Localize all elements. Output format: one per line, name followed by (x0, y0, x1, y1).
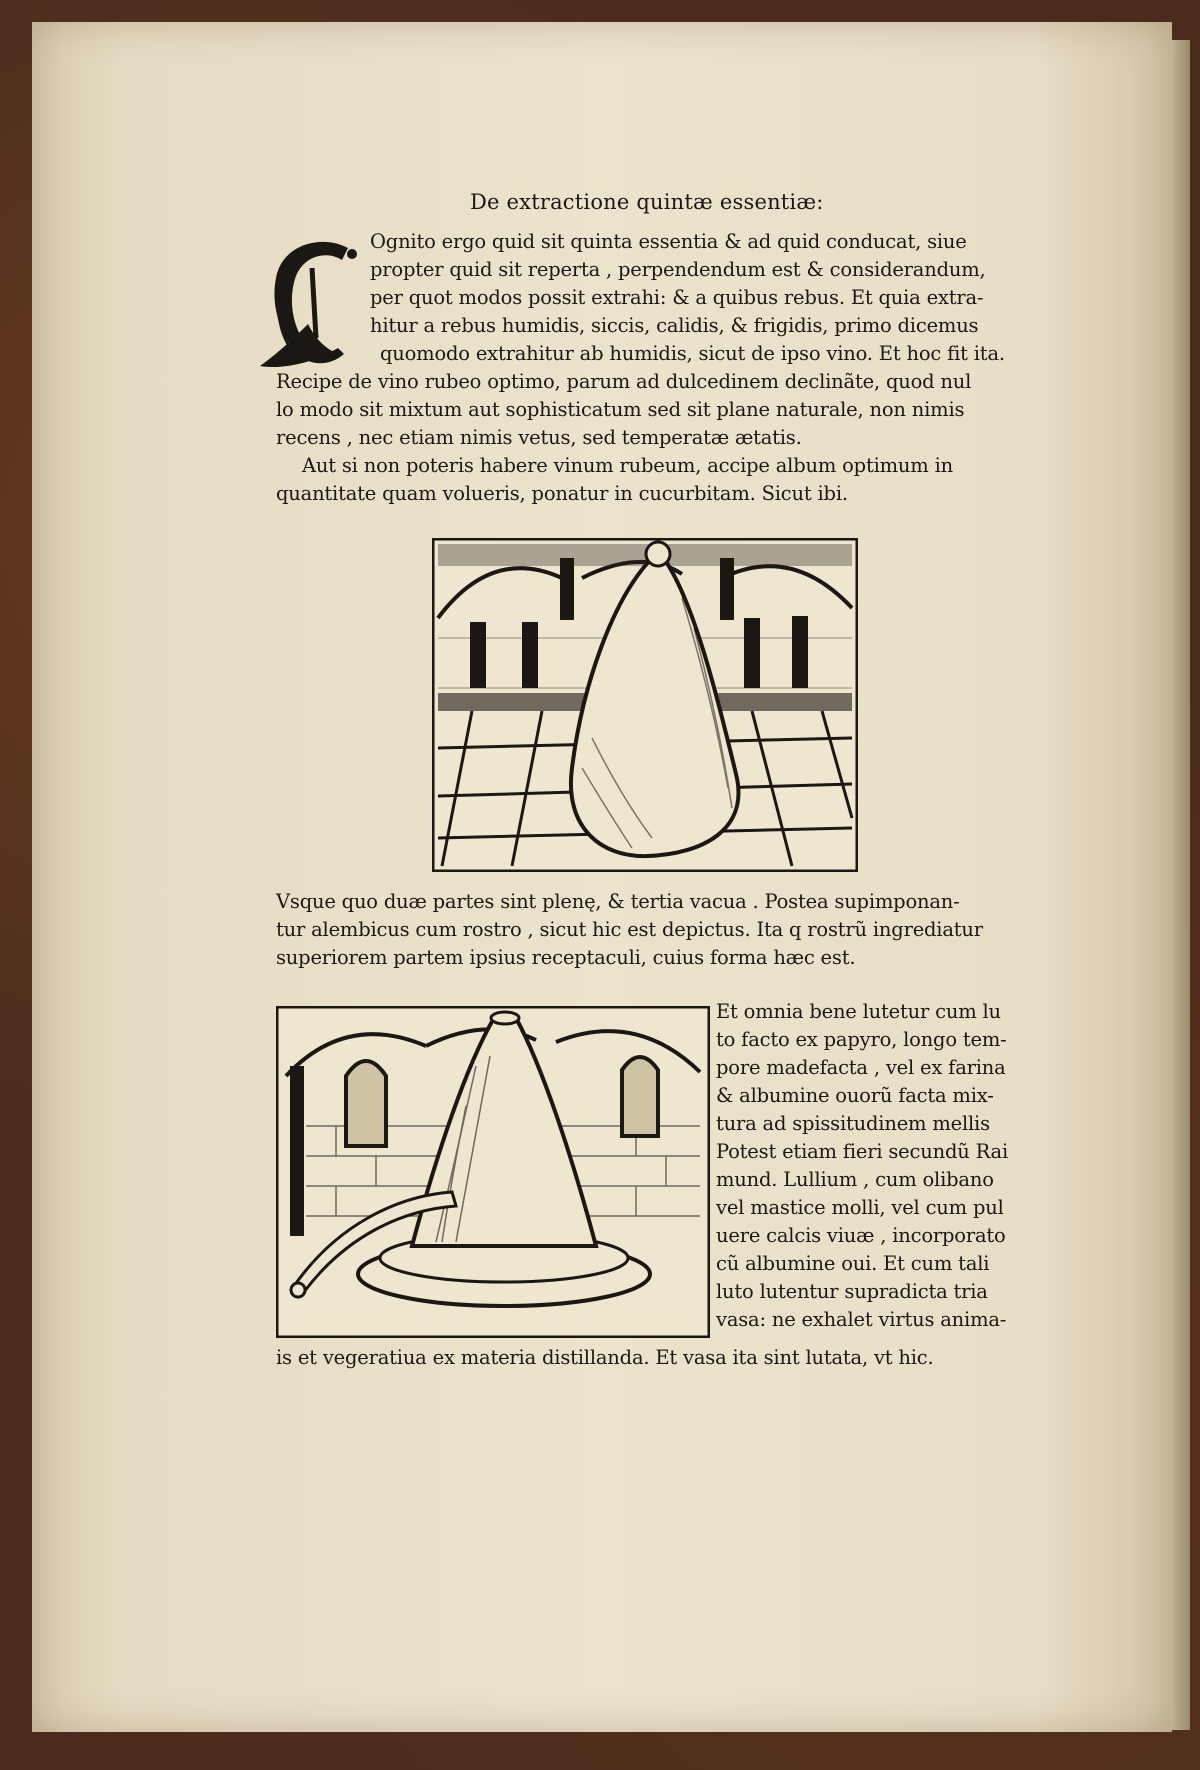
text-line: & albumine ouorũ facta mix- (716, 1084, 994, 1107)
second-paragraph (276, 452, 953, 508)
text-line: cũ albumine oui. Et cum tali (716, 1252, 990, 1275)
text-line: tur alembicus cum rostro , sicut hic est depictus. Ita q rostrũ ingrediatur (276, 918, 983, 941)
text-line: vel mastice molli, vel cum pul (716, 1196, 1004, 1219)
text-line: Recipe de vino rubeo optimo, parum ad dulcedinem declinãte, quod nul (276, 370, 972, 393)
text-line: propter quid sit reperta , perpendendum est & considerandum, (370, 258, 986, 281)
text-line: Potest etiam fieri secundũ Rai (716, 1140, 1008, 1163)
text-line: uere calcis viuæ , incorporato (716, 1224, 1006, 1247)
text-line: luto lutentur supradicta tria (716, 1280, 988, 1303)
text-line: quantitate quam volueris, ponatur in cucurbitam. Sicut ibi. (276, 482, 848, 505)
text-line: Et omnia bene lutetur cum lu (716, 1000, 1001, 1023)
woodcut-alembic (276, 1006, 710, 1338)
text-line: to facto ex papyro, longo tem- (716, 1028, 1007, 1051)
text-line: recens , nec etiam nimis vetus, sed temperatæ ætatis. (276, 426, 802, 449)
text-line: Aut si non poteris habere vinum rubeum, accipe album optimum in (302, 454, 953, 477)
side-paragraph (716, 998, 1008, 1334)
dropcap-c-ornament (252, 238, 368, 374)
text-line: superiorem partem ipsius receptaculi, cuius forma hæc est. (276, 946, 856, 969)
text-line: hitur a rebus humidis, siccis, calidis, & frigidis, primo dicemus (370, 314, 979, 337)
text-line: per quot modos possit extrahi: & a quibus rebus. Et quia extra- (370, 286, 984, 309)
woodcut-cucurbit (432, 538, 858, 872)
page-heading: De extractione quintæ essentiæ: (470, 190, 824, 214)
text-line: quomodo extrahitur ab humidis, sicut de ipso vino. Et hoc fit ita. (380, 342, 1005, 365)
text-line: pore madefacta , vel ex farina (716, 1056, 1006, 1079)
recipe-paragraph (276, 368, 971, 452)
text-line: tura ad spissitudinem mellis (716, 1112, 990, 1135)
intro-paragraph (370, 228, 1005, 368)
text-line: is et vegeratiua ex materia distillanda. Et vasa ita sint lutata, vt hic. (276, 1346, 934, 1369)
text-line: Ognito ergo quid sit quinta essentia & ad quid conducat, siue (370, 230, 967, 253)
text-line: lo modo sit mixtum aut sophisticatum sed sit plane naturale, non nimis (276, 398, 965, 421)
page-edge (1172, 40, 1190, 1730)
text-line: Vsque quo duæ partes sint plenę, & tertia vacua . Postea supimponan- (276, 890, 960, 913)
middle-paragraph (276, 888, 983, 972)
closing-line (276, 1344, 934, 1372)
text-line: mund. Lullium , cum olibano (716, 1168, 994, 1191)
text-line: vasa: ne exhalet virtus anima- (716, 1308, 1007, 1331)
